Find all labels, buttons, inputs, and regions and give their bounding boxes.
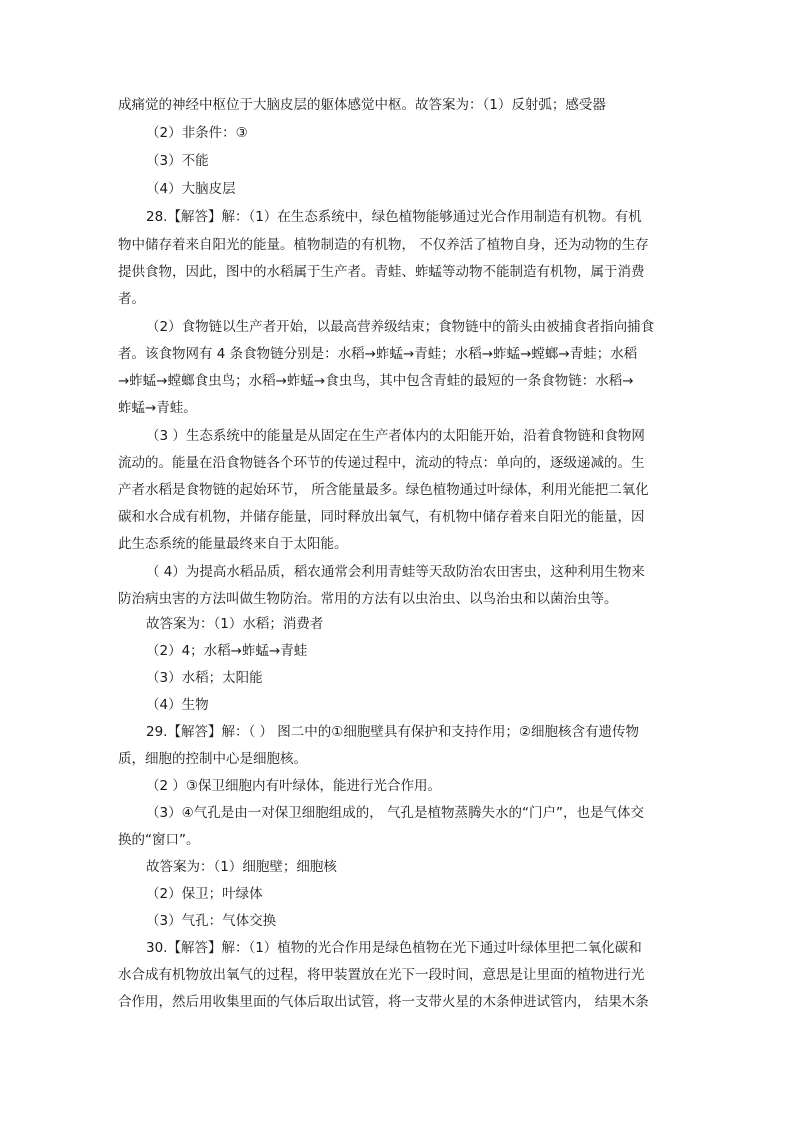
text-line: 成痛觉的神经中枢位于大脑皮层的躯体感觉中枢。故答案为：（1）反射弧；感受器 (118, 97, 606, 113)
text-line: （2）非条件：③ (146, 125, 248, 141)
text-line: （3）气孔：气体交换 (146, 913, 277, 929)
text-line: 者。该食物网有 4 条食物链分别是：水稻→蚱蜢→青蛙；水稻→蚱蜢→螳螂→青蛙；水稻 (118, 346, 638, 362)
text-line: 换的“窗口”。 (118, 832, 200, 848)
text-line: （3）不能 (146, 153, 209, 169)
text-line: →蚱蜢→螳螂食虫鸟；水稻→蚱蜢→食虫鸟，其中包含青蛙的最短的一条食物链：水稻→ (118, 373, 634, 389)
text-line: 防治病虫害的方法叫做生物防治。常用的方法有以虫治虫、以鸟治虫和以菌治虫等。 (118, 591, 618, 607)
text-line: 提供食物，因此，图中的水稻属于生产者。青蛙、蚱蜢等动物不能制造有机物，属于消费 (118, 264, 645, 280)
text-line: 此生态系统的能量最终来自于太阳能。 (118, 536, 348, 552)
text-line: （ 4）为提高水稻品质，稻农通常会利用青蛙等天敌防治农田害虫，这种利用生物来 (146, 564, 645, 580)
text-line: 29.【解答】解：（ ） 图二中的①细胞壁具有保护和支持作用；②细胞核含有遗传物 (146, 724, 640, 740)
text-line: 故答案为：（1）细胞壁；细胞核 (146, 859, 337, 875)
text-line: （4）大脑皮层 (146, 181, 236, 197)
text-line: （3）水稻；太阳能 (146, 670, 263, 686)
text-line: 水合成有机物放出氧气的过程，将甲装置放在光下一段时间，意思是让里面的植物进行光 (118, 967, 645, 983)
text-line: 故答案为：（1）水稻；消费者 (146, 616, 324, 632)
text-line: （2）保卫；叶绿体 (146, 886, 263, 902)
text-line: 物中储存着来自阳光的能量。植物制造的有机物， 不仅养活了植物自身，还为动物的生存 (118, 237, 649, 253)
text-line: 28.【解答】解：（1）在生态系统中，绿色植物能够通过光合作用制造有机物。有机 (146, 209, 642, 225)
text-line: 质，细胞的控制中心是细胞核。 (118, 751, 307, 767)
text-line: 者。 (118, 291, 145, 307)
text-line: （3 ）生态系统中的能量是从固定在生产者体内的太阳能开始，沿着食物链和食物网 (146, 428, 645, 444)
text-line: （3）④气孔是由一对保卫细胞组成的， 气孔是植物蒸腾失水的“门户”，也是气体交 (146, 805, 644, 821)
text-line: （2）食物链以生产者开始，以最高营养级结束；食物链中的箭头由被捕食者指向捕食 (146, 319, 655, 335)
text-line: （2）4；水稻→蚱蜢→青蛙 (146, 643, 308, 659)
text-line: 流动的。能量在沿食物链各个环节的传递过程中，流动的特点：单向的，逐级递减的。生 (118, 455, 645, 471)
text-line: 碳和水合成有机物，并储存能量，同时释放出氧气，有机物中储存着来自阳光的能量，因 (118, 509, 645, 525)
text-line: （2 ）③保卫细胞内有叶绿体，能进行光合作用。 (146, 778, 441, 794)
text-line: （4）生物 (146, 697, 209, 713)
text-line: 30.【解答】解：（1）植物的光合作用是绿色植物在光下通过叶绿体里把二氧化碳和 (146, 940, 642, 956)
text-line: 合作用，然后用收集里面的气体后取出试管，将一支带火星的木条伸进试管内， 结果木条 (118, 994, 649, 1010)
text-line: 产者水稻是食物链的起始环节， 所含能量最多。绿色植物通过叶绿体，利用光能把二氧化 (118, 482, 649, 498)
text-line: 蚱蜢→青蛙。 (118, 400, 197, 416)
